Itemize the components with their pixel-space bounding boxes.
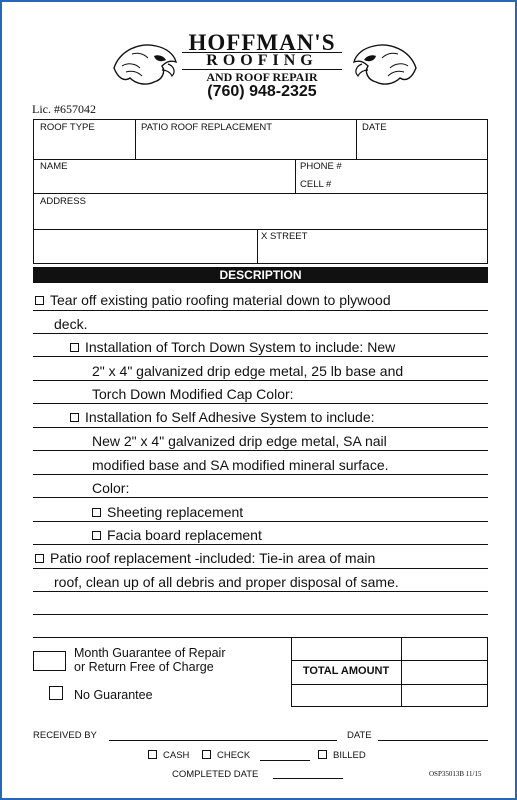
cash-option[interactable]: CASH	[148, 750, 189, 761]
checkbox-icon[interactable]	[148, 750, 157, 759]
list-item[interactable]: Sheeting replacement	[92, 504, 243, 520]
license-number: Lic. #657042	[32, 102, 96, 116]
phone-label: PHONE #	[300, 161, 342, 172]
list-item[interactable]: Facia board replacement	[92, 527, 262, 543]
completed-date-label: COMPLETED DATE	[172, 769, 259, 780]
list-item: New 2" x 4" galvanized drip edge metal, SA nail	[92, 433, 387, 449]
name-label: NAME	[40, 161, 68, 172]
list-item: roof, clean up of all debris and proper disposal of same.	[54, 574, 399, 590]
date-label: DATE	[347, 730, 372, 741]
received-by-field[interactable]	[109, 740, 337, 741]
date-field[interactable]	[378, 740, 488, 741]
received-by-label: RECEIVED BY	[33, 730, 97, 741]
list-item: 2" x 4" galvanized drip edge metal, 25 lb base and	[92, 363, 404, 379]
description-header: DESCRIPTION	[33, 267, 488, 283]
checkbox-icon[interactable]	[35, 296, 44, 305]
billed-option[interactable]: BILLED	[318, 750, 366, 761]
x-street-label: X STREET	[261, 231, 308, 242]
checkbox-icon[interactable]	[318, 750, 327, 759]
customer-info-grid	[33, 119, 488, 264]
list-item: modified base and SA modified mineral surface.	[92, 457, 389, 473]
tagline: AND ROOF REPAIR	[206, 70, 318, 84]
guarantee-text: Month Guarantee of Repair or Return Free of Charge	[74, 646, 226, 674]
completed-date-field[interactable]	[273, 778, 343, 779]
address-label: ADDRESS	[40, 196, 86, 207]
check-option[interactable]: CHECK	[202, 750, 250, 761]
eagle-head-icon	[348, 38, 420, 90]
total-amount-label: TOTAL AMOUNT	[302, 665, 390, 677]
checkbox-icon[interactable]	[70, 413, 79, 422]
no-guarantee-label: No Guarantee	[74, 688, 153, 702]
check-number-field[interactable]	[260, 760, 310, 761]
list-item[interactable]: Installation of Torch Down System to include: New	[70, 339, 395, 355]
company-name: HOFFMAN'S	[188, 30, 336, 55]
form-code: OSP35013B 11/15	[429, 770, 482, 778]
checkbox-icon[interactable]	[35, 554, 44, 563]
date-label: DATE	[362, 122, 387, 133]
company-phone: (760) 948-2325	[207, 83, 317, 100]
list-item[interactable]: Installation fo Self Adhesive System to include:	[70, 409, 375, 425]
checkbox-icon[interactable]	[202, 750, 211, 759]
cell-label: CELL #	[300, 179, 332, 190]
checkbox-icon[interactable]	[70, 343, 79, 352]
checkbox-icon[interactable]	[92, 531, 101, 540]
company-subtitle: ROOFING	[182, 52, 342, 70]
list-item[interactable]: Tear off existing patio roofing material down to plywood	[35, 292, 391, 308]
roof-type-value[interactable]: PATIO ROOF REPLACEMENT	[141, 122, 273, 133]
list-item: Color:	[92, 480, 130, 496]
checkbox-icon[interactable]	[92, 508, 101, 517]
guarantee-months-field[interactable]	[33, 651, 66, 671]
list-item: Torch Down Modified Cap Color:	[92, 386, 294, 402]
list-item[interactable]: Patio roof replacement -included: Tie-in area of main	[35, 550, 375, 566]
roof-type-label: ROOF TYPE	[40, 122, 95, 133]
list-item: deck.	[54, 316, 88, 332]
no-guarantee-checkbox[interactable]	[49, 686, 63, 700]
